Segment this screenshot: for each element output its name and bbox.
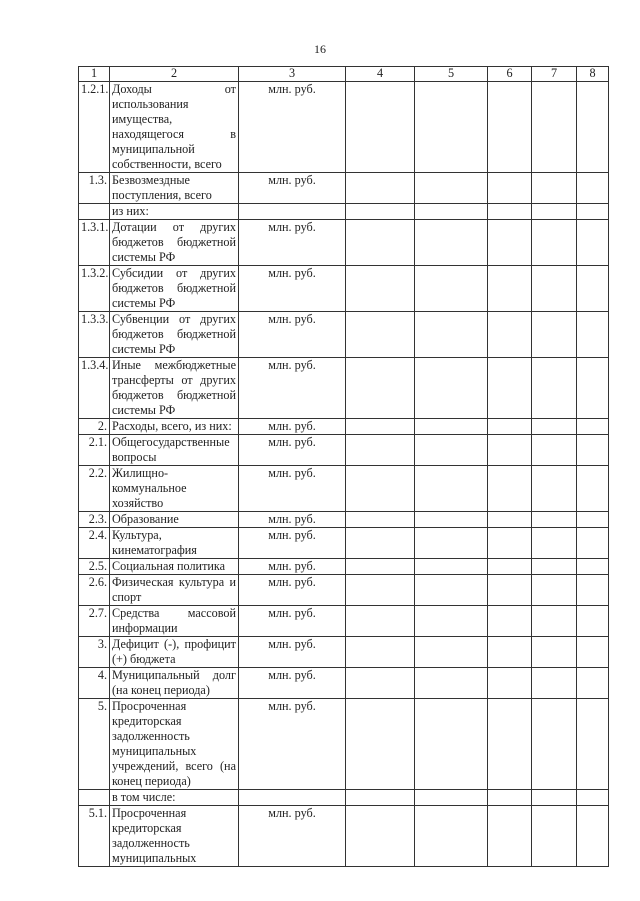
- table-row: [79, 806, 609, 867]
- value-cell: [532, 312, 577, 358]
- value-cell: [346, 435, 415, 466]
- row-unit: млн. руб.: [239, 466, 346, 512]
- row-unit: млн. руб.: [239, 668, 346, 699]
- row-unit: млн. руб.: [239, 82, 346, 173]
- value-cell: [532, 204, 577, 220]
- row-unit: [239, 790, 346, 806]
- value-cell: [488, 220, 532, 266]
- value-cell: [346, 668, 415, 699]
- value-cell: [415, 528, 488, 559]
- column-header: 8: [577, 67, 609, 82]
- row-name: Физическая культура и спорт: [110, 575, 239, 606]
- value-cell: [346, 528, 415, 559]
- value-cell: [577, 528, 609, 559]
- value-cell: [532, 790, 577, 806]
- value-cell: [415, 204, 488, 220]
- column-header: 5: [415, 67, 488, 82]
- row-number: 2.5.: [79, 559, 110, 575]
- value-cell: [577, 637, 609, 668]
- row-name: Субвенции от других бюджетов бюджетной системы РФ: [110, 312, 239, 358]
- row-name: Иные межбюджетные трансферты от других бюджетов бюджетной системы РФ: [110, 358, 239, 419]
- row-number: 2.6.: [79, 575, 110, 606]
- column-header: 3: [239, 67, 346, 82]
- value-cell: [577, 419, 609, 435]
- value-cell: [346, 699, 415, 790]
- row-unit: [239, 204, 346, 220]
- table-row: [79, 528, 609, 559]
- value-cell: [577, 606, 609, 637]
- row-unit: млн. руб.: [239, 312, 346, 358]
- column-header: 1: [79, 67, 110, 82]
- value-cell: [415, 173, 488, 204]
- value-cell: [488, 512, 532, 528]
- row-number: 4.: [79, 668, 110, 699]
- value-cell: [532, 699, 577, 790]
- value-cell: [532, 575, 577, 606]
- value-cell: [415, 466, 488, 512]
- value-cell: [532, 358, 577, 419]
- value-cell: [577, 312, 609, 358]
- value-cell: [577, 699, 609, 790]
- table-row: [79, 82, 609, 173]
- row-name: Расходы, всего, из них:: [110, 419, 239, 435]
- row-number: 1.3.4.: [79, 358, 110, 419]
- value-cell: [346, 312, 415, 358]
- value-cell: [577, 204, 609, 220]
- row-name: Просроченная кредиторская задолженность муниципальных учреждений, всего (на конец периода): [110, 699, 239, 790]
- row-name: Просроченная кредиторская задолженность муниципальных: [110, 806, 239, 867]
- row-unit: млн. руб.: [239, 220, 346, 266]
- table-row: [79, 790, 609, 806]
- value-cell: [532, 512, 577, 528]
- value-cell: [415, 266, 488, 312]
- column-header: 7: [532, 67, 577, 82]
- value-cell: [488, 312, 532, 358]
- value-cell: [488, 637, 532, 668]
- row-name: Средства массовой информации: [110, 606, 239, 637]
- row-number: 1.2.1.: [79, 82, 110, 173]
- value-cell: [532, 637, 577, 668]
- row-number: [79, 204, 110, 220]
- row-number: 1.3.: [79, 173, 110, 204]
- table-row: [79, 637, 609, 668]
- row-number: [79, 790, 110, 806]
- value-cell: [532, 559, 577, 575]
- row-unit: млн. руб.: [239, 806, 346, 867]
- value-cell: [532, 82, 577, 173]
- value-cell: [532, 466, 577, 512]
- row-name: в том числе:: [110, 790, 239, 806]
- row-number: 5.: [79, 699, 110, 790]
- value-cell: [346, 82, 415, 173]
- value-cell: [346, 606, 415, 637]
- table-row: [79, 575, 609, 606]
- column-header: 2: [110, 67, 239, 82]
- column-header: 4: [346, 67, 415, 82]
- value-cell: [346, 419, 415, 435]
- value-cell: [488, 528, 532, 559]
- value-cell: [488, 204, 532, 220]
- value-cell: [346, 204, 415, 220]
- value-cell: [577, 220, 609, 266]
- value-cell: [577, 82, 609, 173]
- value-cell: [532, 668, 577, 699]
- row-name: из них:: [110, 204, 239, 220]
- value-cell: [577, 266, 609, 312]
- value-cell: [346, 173, 415, 204]
- row-unit: млн. руб.: [239, 637, 346, 668]
- row-number: 2.4.: [79, 528, 110, 559]
- row-unit: млн. руб.: [239, 419, 346, 435]
- value-cell: [488, 173, 532, 204]
- row-number: 1.3.2.: [79, 266, 110, 312]
- value-cell: [488, 358, 532, 419]
- value-cell: [415, 312, 488, 358]
- row-unit: млн. руб.: [239, 512, 346, 528]
- row-unit: млн. руб.: [239, 435, 346, 466]
- value-cell: [346, 806, 415, 867]
- value-cell: [577, 806, 609, 867]
- value-cell: [577, 435, 609, 466]
- row-unit: млн. руб.: [239, 358, 346, 419]
- value-cell: [488, 466, 532, 512]
- page-number: 16: [314, 42, 326, 56]
- value-cell: [577, 358, 609, 419]
- row-name: Дотации от других бюджетов бюджетной системы РФ: [110, 220, 239, 266]
- value-cell: [532, 528, 577, 559]
- value-cell: [488, 806, 532, 867]
- row-unit: млн. руб.: [239, 173, 346, 204]
- row-name: Дефицит (-), профицит (+) бюджета: [110, 637, 239, 668]
- value-cell: [346, 512, 415, 528]
- table-row: [79, 173, 609, 204]
- row-name: Образование: [110, 512, 239, 528]
- value-cell: [532, 266, 577, 312]
- value-cell: [346, 220, 415, 266]
- value-cell: [577, 575, 609, 606]
- table-row: [79, 312, 609, 358]
- value-cell: [415, 606, 488, 637]
- value-cell: [577, 790, 609, 806]
- row-unit: млн. руб.: [239, 699, 346, 790]
- value-cell: [346, 358, 415, 419]
- row-number: 3.: [79, 637, 110, 668]
- table-row: [79, 606, 609, 637]
- table-row: [79, 559, 609, 575]
- value-cell: [577, 559, 609, 575]
- value-cell: [532, 419, 577, 435]
- value-cell: [346, 790, 415, 806]
- table-row: [79, 204, 609, 220]
- value-cell: [415, 419, 488, 435]
- value-cell: [415, 220, 488, 266]
- indicators-table: [78, 66, 609, 867]
- row-name: Субсидии от других бюджетов бюджетной системы РФ: [110, 266, 239, 312]
- value-cell: [488, 419, 532, 435]
- row-unit: млн. руб.: [239, 575, 346, 606]
- value-cell: [532, 806, 577, 867]
- value-cell: [577, 173, 609, 204]
- row-name: Общегосударственные вопросы: [110, 435, 239, 466]
- table-row: [79, 699, 609, 790]
- value-cell: [532, 435, 577, 466]
- table-row: [79, 512, 609, 528]
- value-cell: [346, 559, 415, 575]
- value-cell: [577, 512, 609, 528]
- value-cell: [415, 512, 488, 528]
- table-row: [79, 358, 609, 419]
- row-unit: млн. руб.: [239, 528, 346, 559]
- value-cell: [346, 266, 415, 312]
- table-row: [79, 266, 609, 312]
- value-cell: [488, 790, 532, 806]
- row-number: 2.2.: [79, 466, 110, 512]
- value-cell: [346, 637, 415, 668]
- row-unit: млн. руб.: [239, 266, 346, 312]
- value-cell: [415, 637, 488, 668]
- row-number: 2.7.: [79, 606, 110, 637]
- value-cell: [415, 575, 488, 606]
- row-number: 2.3.: [79, 512, 110, 528]
- table-row: [79, 419, 609, 435]
- row-name: Муниципальный долг (на конец периода): [110, 668, 239, 699]
- value-cell: [415, 82, 488, 173]
- table-row: [79, 220, 609, 266]
- table-row: [79, 668, 609, 699]
- value-cell: [532, 173, 577, 204]
- value-cell: [415, 699, 488, 790]
- value-cell: [488, 606, 532, 637]
- row-name: Доходы от использования имущества, находящегося в муниципальной собственности, всего: [110, 82, 239, 173]
- header-row: [79, 67, 609, 82]
- table-row: [79, 466, 609, 512]
- row-number: 2.: [79, 419, 110, 435]
- row-number: 1.3.1.: [79, 220, 110, 266]
- row-unit: млн. руб.: [239, 559, 346, 575]
- value-cell: [488, 435, 532, 466]
- row-name: Жилищно-коммунальное хозяйство: [110, 466, 239, 512]
- value-cell: [488, 559, 532, 575]
- value-cell: [488, 266, 532, 312]
- value-cell: [488, 575, 532, 606]
- value-cell: [577, 466, 609, 512]
- value-cell: [488, 699, 532, 790]
- value-cell: [577, 668, 609, 699]
- column-header: 6: [488, 67, 532, 82]
- row-number: 5.1.: [79, 806, 110, 867]
- value-cell: [415, 358, 488, 419]
- value-cell: [532, 220, 577, 266]
- value-cell: [532, 606, 577, 637]
- value-cell: [415, 790, 488, 806]
- value-cell: [346, 575, 415, 606]
- value-cell: [415, 806, 488, 867]
- row-unit: млн. руб.: [239, 606, 346, 637]
- value-cell: [415, 435, 488, 466]
- row-name: Безвозмездные поступления, всего: [110, 173, 239, 204]
- value-cell: [346, 466, 415, 512]
- value-cell: [415, 559, 488, 575]
- value-cell: [488, 82, 532, 173]
- row-number: 2.1.: [79, 435, 110, 466]
- table-row: [79, 435, 609, 466]
- value-cell: [488, 668, 532, 699]
- row-number: 1.3.3.: [79, 312, 110, 358]
- row-name: Социальная политика: [110, 559, 239, 575]
- row-name: Культура, кинематография: [110, 528, 239, 559]
- value-cell: [415, 668, 488, 699]
